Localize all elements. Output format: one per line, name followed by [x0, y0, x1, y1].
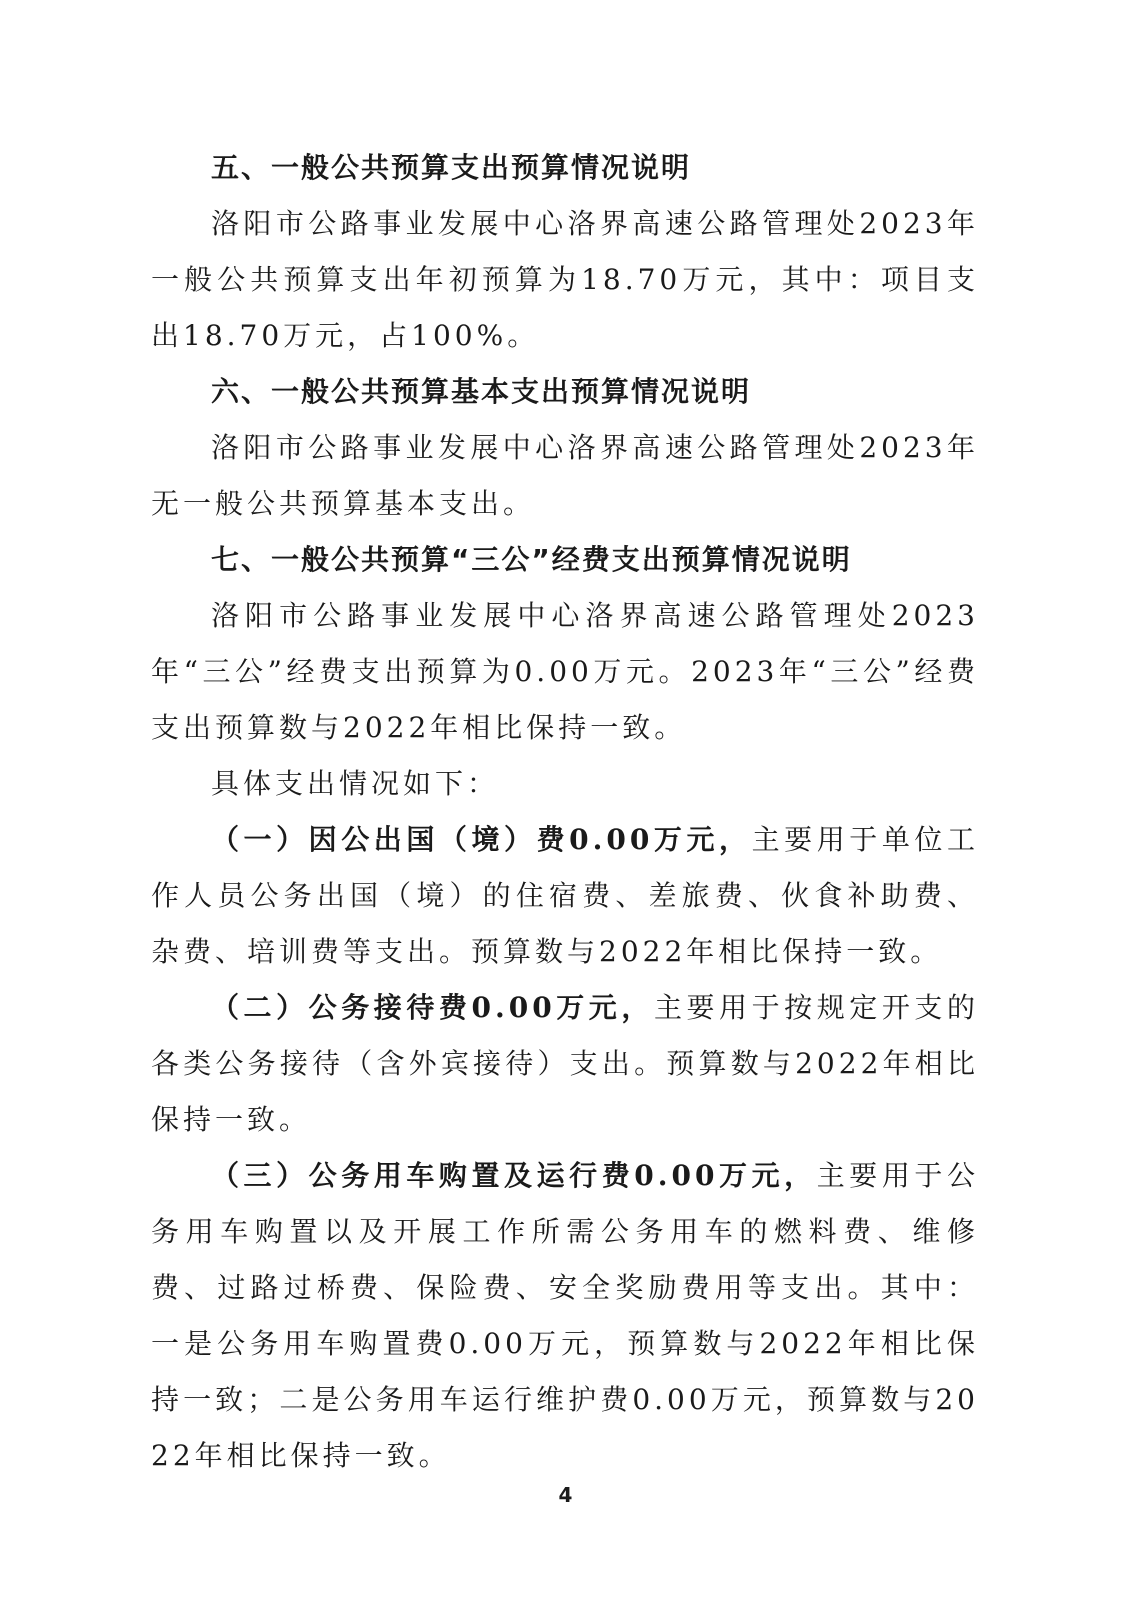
section-heading-7: 七、一般公共预算“三公”经费支出预算情况说明 — [211, 543, 852, 576]
section-7-paragraph: 洛阳市公路事业发展中心洛界高速公路管理处2023年“三公”经费支出预算为0.00万元。2023年“三公”经费支出预算数与2022年相比保持一致。 — [151, 599, 979, 744]
item-overseas-travel-text: 主要用于单位工作人员公务出国（境）的住宿费、差旅费、伙食补助费、杂费、培训费等支出。预算数与2022年相比保持一致。 — [151, 823, 979, 968]
section-5-paragraph: 洛阳市公路事业发展中心洛界高速公路管理处2023年一般公共预算支出年初预算为18.70万元，其中：项目支出18.70万元，占100%。 — [151, 207, 979, 352]
item-official-vehicle-title: （三）公务用车购置及运行费0.00万元， — [211, 1159, 817, 1192]
item-official-reception — [151, 980, 979, 1148]
item-overseas-travel-title: （一）因公出国（境）费0.00万元， — [211, 823, 752, 856]
item-official-vehicle — [151, 1148, 979, 1484]
item-overseas-travel — [151, 812, 979, 980]
item-official-reception-text: 主要用于按规定开支的各类公务接待（含外宾接待）支出。预算数与2022年相比保持一致。 — [151, 991, 979, 1136]
section-heading-6: 六、一般公共预算基本支出预算情况说明 — [211, 375, 752, 408]
item-official-vehicle-text: 主要用于公务用车购置以及开展工作所需公务用车的燃料费、维修费、过路过桥费、保险费、安全奖励费用等支出。其中：一是公务用车购置费0.00万元，预算数与2022年相比保持一致；二是公务用车运行维护费0.00万元，预算数与2022年相比保持一致。 — [151, 1159, 979, 1472]
document-body — [151, 140, 979, 1484]
section-7-intro: 具体支出情况如下： — [211, 767, 500, 800]
section-6-paragraph: 洛阳市公路事业发展中心洛界高速公路管理处2023年无一般公共预算基本支出。 — [151, 431, 979, 520]
section-heading-5: 五、一般公共预算支出预算情况说明 — [211, 151, 692, 184]
page-number: 4 — [558, 1483, 573, 1507]
item-official-reception-title: （二）公务接待费0.00万元， — [211, 991, 654, 1024]
